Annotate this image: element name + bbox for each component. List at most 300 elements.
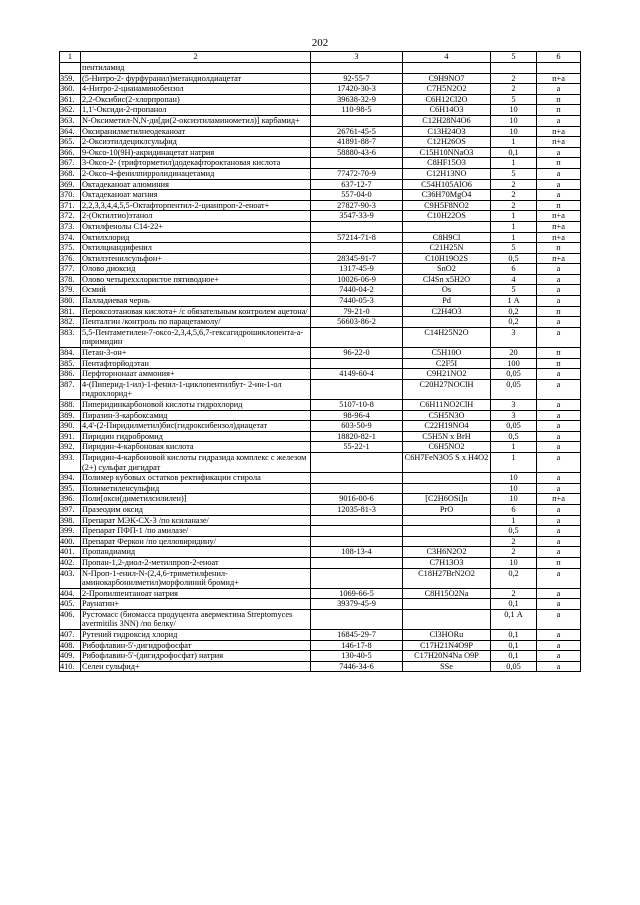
mac-value: 10 xyxy=(491,483,537,494)
table-row xyxy=(60,94,581,105)
cas-number: 7440-05-3 xyxy=(311,296,403,307)
mac-value: 10 xyxy=(491,494,537,505)
hazard-state: а xyxy=(537,588,581,599)
hazard-state: п+а xyxy=(537,221,581,232)
hazard-state: а xyxy=(537,379,581,399)
table-row xyxy=(60,547,581,558)
table-row xyxy=(60,168,581,179)
table-row xyxy=(60,348,581,359)
substance-name: пентиламид xyxy=(81,63,311,74)
row-number xyxy=(60,63,81,74)
substance-name: Препарат ПФП-1 /по амилазе/ xyxy=(81,526,311,537)
row-number: 394. xyxy=(60,473,81,484)
mac-value: 0,2 xyxy=(491,306,537,317)
table-row xyxy=(60,306,581,317)
formula: C3H6N2O2 xyxy=(403,547,491,558)
mac-value: 1 xyxy=(491,452,537,472)
hazard-state: а xyxy=(537,640,581,651)
column-header: 4 xyxy=(403,52,491,63)
cas-number: 557-04-0 xyxy=(311,190,403,201)
row-number: 400. xyxy=(60,536,81,547)
substance-name: Пиперидинкарбоновой кислоты гидрохлорид xyxy=(81,400,311,411)
cas-number: 17420-30-3 xyxy=(311,84,403,95)
table-row xyxy=(60,285,581,296)
table-row xyxy=(60,494,581,505)
hazard-state: а xyxy=(537,168,581,179)
table-row xyxy=(60,557,581,568)
row-number: 377. xyxy=(60,264,81,275)
substance-name: N-Оксиметил-N,N-ди[ди(2-оксиэтиламинометил)] карбамид+ xyxy=(81,115,311,126)
table-row xyxy=(60,442,581,453)
cas-number: 12035-81-3 xyxy=(311,504,403,515)
formula xyxy=(403,63,491,74)
table-row xyxy=(60,190,581,201)
table-row xyxy=(60,358,581,369)
table-row xyxy=(60,661,581,672)
formula: C9H5F8NO2 xyxy=(403,200,491,211)
hazard-state: а xyxy=(537,317,581,328)
hazard-state: а xyxy=(537,84,581,95)
row-number: 366. xyxy=(60,147,81,158)
table-header-row xyxy=(60,52,581,63)
cas-number: 4149-60-4 xyxy=(311,369,403,380)
cas-number: 26761-45-5 xyxy=(311,126,403,137)
row-number: 390. xyxy=(60,421,81,432)
substance-name: Рибофлавин-5'-дигидрофосфат xyxy=(81,640,311,651)
row-number: 396. xyxy=(60,494,81,505)
mac-value: 1 xyxy=(491,221,537,232)
mac-value: 6 xyxy=(491,504,537,515)
row-number: 360. xyxy=(60,84,81,95)
formula: C6H14O3 xyxy=(403,105,491,116)
formula: C15H10NNaO3 xyxy=(403,147,491,158)
substance-name: Пентафторйодэтан xyxy=(81,358,311,369)
cas-number xyxy=(311,609,403,629)
row-number: 380. xyxy=(60,296,81,307)
hazard-state: а xyxy=(537,599,581,610)
row-number: 404. xyxy=(60,588,81,599)
table-row xyxy=(60,243,581,254)
formula: C8H9Cl xyxy=(403,232,491,243)
table-row xyxy=(60,274,581,285)
mac-value: 5 xyxy=(491,243,537,254)
substance-name: Празеодим оксид xyxy=(81,504,311,515)
formula: C6H7FeN3O5 S x H4O2 xyxy=(403,452,491,472)
hazard-state: а xyxy=(537,526,581,537)
row-number: 363. xyxy=(60,115,81,126)
row-number: 388. xyxy=(60,400,81,411)
substance-name: 2,2-Оксибис(2-хлорпропан) xyxy=(81,94,311,105)
cas-number xyxy=(311,515,403,526)
row-number: 399. xyxy=(60,526,81,537)
row-number: 391. xyxy=(60,431,81,442)
hazard-state: п+а xyxy=(537,211,581,222)
hazard-state: а xyxy=(537,547,581,558)
mac-value: 1 xyxy=(491,515,537,526)
table-row xyxy=(60,327,581,347)
mac-value: 6 xyxy=(491,264,537,275)
table-row xyxy=(60,105,581,116)
row-number: 410. xyxy=(60,661,81,672)
table-row xyxy=(60,179,581,190)
formula: C7H5N2O2 xyxy=(403,84,491,95)
table-row xyxy=(60,253,581,264)
formula: C5H5N3O xyxy=(403,410,491,421)
cas-number xyxy=(311,536,403,547)
mac-value: 2 xyxy=(491,547,537,558)
cas-number xyxy=(311,158,403,169)
substance-name: 2-Оксо-4-фенилпирролидинацетамид xyxy=(81,168,311,179)
cas-number: 1069-66-5 xyxy=(311,588,403,599)
mac-value: 0,1 xyxy=(491,630,537,641)
cas-number xyxy=(311,452,403,472)
hazard-state: а xyxy=(537,568,581,588)
formula xyxy=(403,473,491,484)
row-number: 392. xyxy=(60,442,81,453)
substance-name: Полимер кубовых остатков ректификации стирола xyxy=(81,473,311,484)
hazard-state: а xyxy=(537,431,581,442)
cas-number: 10026-06-9 xyxy=(311,274,403,285)
hazard-state: п xyxy=(537,348,581,359)
formula: Pd xyxy=(403,296,491,307)
table-row xyxy=(60,431,581,442)
mac-value: 0,1 xyxy=(491,651,537,662)
row-number: 384. xyxy=(60,348,81,359)
table-row xyxy=(60,640,581,651)
substance-name: 4,4'-(2-Пиридилметил)бис(гидроксибензол)диацетат xyxy=(81,421,311,432)
row-number: 405. xyxy=(60,599,81,610)
hazard-state: а xyxy=(537,483,581,494)
cas-number xyxy=(311,379,403,399)
hazard-state: п+а xyxy=(537,494,581,505)
mac-value: 0,1 xyxy=(491,599,537,610)
hazard-state xyxy=(537,63,581,74)
substance-name: Пиразин-3-карбоксамид xyxy=(81,410,311,421)
row-number: 368. xyxy=(60,168,81,179)
substance-name: 3-Оксо-2- (трифторметил)додекафтороктановая кислота xyxy=(81,158,311,169)
cas-number: 637-12-7 xyxy=(311,179,403,190)
table-body xyxy=(60,63,581,672)
cas-number: 57214-71-8 xyxy=(311,232,403,243)
hazard-state: а xyxy=(537,410,581,421)
hazard-state: а xyxy=(537,421,581,432)
cas-number: 110-98-5 xyxy=(311,105,403,116)
mac-value: 10 xyxy=(491,557,537,568)
hazard-state: п xyxy=(537,200,581,211)
formula: SnO2 xyxy=(403,264,491,275)
formula: C12H13NO xyxy=(403,168,491,179)
table-row xyxy=(60,379,581,399)
table-row xyxy=(60,73,581,84)
mac-value: 0,1 xyxy=(491,147,537,158)
table-row xyxy=(60,452,581,472)
mac-value: 10 xyxy=(491,115,537,126)
mac-value: 1 А xyxy=(491,296,537,307)
hazard-state: а xyxy=(537,609,581,629)
formula: Cl4Sn x5H2O xyxy=(403,274,491,285)
hazard-state: а xyxy=(537,661,581,672)
substance-name: Пиридин-4-карбоновой кислоты гидразида комплекс с железом (2+) сульфат дигидрат xyxy=(81,452,311,472)
column-header: 5 xyxy=(491,52,537,63)
substance-name: Пиридин-4-карбоновая кислота xyxy=(81,442,311,453)
row-number: 376. xyxy=(60,253,81,264)
hazard-state: а xyxy=(537,369,581,380)
hazard-state: п+а xyxy=(537,126,581,137)
hazard-state: п xyxy=(537,94,581,105)
cas-number xyxy=(311,473,403,484)
table-row xyxy=(60,421,581,432)
table-row xyxy=(60,115,581,126)
cas-number: 7440-04-2 xyxy=(311,285,403,296)
mac-value: 0,2 xyxy=(491,568,537,588)
hazard-state: а xyxy=(537,147,581,158)
mac-value: 0,5 xyxy=(491,431,537,442)
hazard-state: п xyxy=(537,358,581,369)
mac-value: 0,05 xyxy=(491,661,537,672)
column-header: 6 xyxy=(537,52,581,63)
mac-value: 3 xyxy=(491,400,537,411)
cas-number: 108-13-4 xyxy=(311,547,403,558)
row-number: 387. xyxy=(60,379,81,399)
table-row xyxy=(60,296,581,307)
substance-name: Пиридин гидробромид xyxy=(81,431,311,442)
table-row xyxy=(60,369,581,380)
row-number: 382. xyxy=(60,317,81,328)
mac-value xyxy=(491,63,537,74)
formula: C8HF15O3 xyxy=(403,158,491,169)
formula xyxy=(403,221,491,232)
table-row xyxy=(60,536,581,547)
table-row xyxy=(60,84,581,95)
substance-name: Пропандиамид xyxy=(81,547,311,558)
cas-number: 27827-90-3 xyxy=(311,200,403,211)
substance-name: 2-Оксиэтилдециклсульфид xyxy=(81,137,311,148)
substance-name: Перфторнонаат аммония+ xyxy=(81,369,311,380)
hazard-state: а xyxy=(537,179,581,190)
table-row xyxy=(60,200,581,211)
page-number: 202 xyxy=(311,37,329,49)
substance-name: Поли[окси(диметилсилилен)] xyxy=(81,494,311,505)
substance-name: 5,5-Пентаметилен-7-оксо-2,3,4,5,6,7-гексагидрошиклопента-а-пиримидин xyxy=(81,327,311,347)
formula: C14H25N2O xyxy=(403,327,491,347)
formula: C2H4O3 xyxy=(403,306,491,317)
substance-name: 2-Пропилпентаноат натрия xyxy=(81,588,311,599)
hazard-state: а xyxy=(537,651,581,662)
cas-number xyxy=(311,358,403,369)
mac-value: 5 xyxy=(491,94,537,105)
row-number: 406. xyxy=(60,609,81,629)
hazard-state: п xyxy=(537,557,581,568)
substance-name: Полиметиленсульфид xyxy=(81,483,311,494)
formula: C21H25N xyxy=(403,243,491,254)
mac-value: 1 xyxy=(491,442,537,453)
formula: PrO xyxy=(403,504,491,515)
mac-value: 2 xyxy=(491,190,537,201)
row-number: 362. xyxy=(60,105,81,116)
cas-number xyxy=(311,327,403,347)
table-row xyxy=(60,317,581,328)
row-number: 372. xyxy=(60,211,81,222)
cas-number: 55-22-1 xyxy=(311,442,403,453)
substance-name: Препарат МЭК-СХ-3 /по ксиланазе/ xyxy=(81,515,311,526)
mac-value: 5 xyxy=(491,285,537,296)
hazard-state: а xyxy=(537,400,581,411)
row-number: 393. xyxy=(60,452,81,472)
cas-number xyxy=(311,526,403,537)
table-row xyxy=(60,599,581,610)
row-number: 378. xyxy=(60,274,81,285)
table-row xyxy=(60,264,581,275)
formula: Os xyxy=(403,285,491,296)
mac-value: 2 xyxy=(491,200,537,211)
row-number: 381. xyxy=(60,306,81,317)
row-number: 403. xyxy=(60,568,81,588)
substance-name: Осмий xyxy=(81,285,311,296)
mac-value: 0,05 xyxy=(491,369,537,380)
row-number: 374. xyxy=(60,232,81,243)
cas-number: 98-96-4 xyxy=(311,410,403,421)
mac-value: 10 xyxy=(491,105,537,116)
column-header: 2 xyxy=(81,52,311,63)
substance-name: Пенталгин /контроль по парацетамолу/ xyxy=(81,317,311,328)
formula: C36H70MgO4 xyxy=(403,190,491,201)
mac-value: 3 xyxy=(491,327,537,347)
hazard-state: а xyxy=(537,630,581,641)
substance-name: Рустомасс (биомасса продуцента авермектина Streptomyces avermitilis 3NN) /по белку/ xyxy=(81,609,311,629)
table-row xyxy=(60,147,581,158)
mac-value: 0,1 xyxy=(491,640,537,651)
hazard-state: а xyxy=(537,515,581,526)
mac-value: 5 xyxy=(491,168,537,179)
substance-name: 2-(Октилтио)этанол xyxy=(81,211,311,222)
hazard-state: а xyxy=(537,473,581,484)
cas-number: 56603-86-2 xyxy=(311,317,403,328)
cas-number: 16845-29-7 xyxy=(311,630,403,641)
row-number: 370. xyxy=(60,190,81,201)
mac-value: 4 xyxy=(491,274,537,285)
formula: C17H20N4Na O9P xyxy=(403,651,491,662)
hazard-state: а xyxy=(537,190,581,201)
cas-number: 3547-33-9 xyxy=(311,211,403,222)
mac-value: 10 xyxy=(491,126,537,137)
mac-value: 2 xyxy=(491,179,537,190)
substance-name: 2,2,3,3,4,4,5,5-Октафторпентил-2-цианпроп-2-еноат+ xyxy=(81,200,311,211)
cas-number: 146-17-8 xyxy=(311,640,403,651)
row-number: 389. xyxy=(60,410,81,421)
mac-value: 20 xyxy=(491,348,537,359)
substance-name: Рибофлавин-5'-(дигидрофосфат) натрия xyxy=(81,651,311,662)
formula: C9H9NO7 xyxy=(403,73,491,84)
formula xyxy=(403,515,491,526)
table-row xyxy=(60,211,581,222)
cas-number xyxy=(311,557,403,568)
mac-value: 0,5 xyxy=(491,253,537,264)
substance-name: Олово диоксид xyxy=(81,264,311,275)
formula: C10H22OS xyxy=(403,211,491,222)
substance-name: Палладиевая чернь xyxy=(81,296,311,307)
cas-number: 77472-70-9 xyxy=(311,168,403,179)
formula: Cl3HORu xyxy=(403,630,491,641)
cas-number: 7446-34-6 xyxy=(311,661,403,672)
mac-value: 1 xyxy=(491,137,537,148)
row-number: 369. xyxy=(60,179,81,190)
substance-name: Оксиранилметилнеодеканоат xyxy=(81,126,311,137)
formula: C20H27NOClH xyxy=(403,379,491,399)
formula: C17H21N4O9P xyxy=(403,640,491,651)
substance-name: Октилциандифенил xyxy=(81,243,311,254)
mac-value: 2 xyxy=(491,588,537,599)
substance-name: (5-Нитро-2- фурфуранил)метандиолдиацетат xyxy=(81,73,311,84)
cas-number: 41891-88-7 xyxy=(311,137,403,148)
table-row xyxy=(60,504,581,515)
table-row xyxy=(60,232,581,243)
row-number: 398. xyxy=(60,515,81,526)
formula xyxy=(403,526,491,537)
mac-value: 1 xyxy=(491,158,537,169)
hazard-state: п+а xyxy=(537,232,581,243)
formula: [C2H6OSi]n xyxy=(403,494,491,505)
mac-value: 2 xyxy=(491,84,537,95)
mac-value: 100 xyxy=(491,358,537,369)
formula xyxy=(403,609,491,629)
table-row xyxy=(60,400,581,411)
formula xyxy=(403,536,491,547)
formula: C10H19O2S xyxy=(403,253,491,264)
row-number: 367. xyxy=(60,158,81,169)
cas-number: 9016-00-6 xyxy=(311,494,403,505)
formula: C2F5I xyxy=(403,358,491,369)
formula: C6H11NO2ClH xyxy=(403,400,491,411)
row-number: 373. xyxy=(60,221,81,232)
cas-number: 18820-82-1 xyxy=(311,431,403,442)
formula xyxy=(403,599,491,610)
hazard-state: а xyxy=(537,452,581,472)
substance-name: 4-Нитро-2-цианаминобензол xyxy=(81,84,311,95)
substance-name: Пропан-1,2-диол-2-метилпроп-2-еноат xyxy=(81,557,311,568)
row-number: 385. xyxy=(60,358,81,369)
mac-value: 0,2 xyxy=(491,317,537,328)
substance-name: Пероксоэтановая кислота+ /с обязательным контролем ацетона/ xyxy=(81,306,311,317)
cas-number: 96-22-0 xyxy=(311,348,403,359)
mac-value: 2 xyxy=(491,73,537,84)
mac-value: 0,05 xyxy=(491,379,537,399)
cas-number: 1317-45-9 xyxy=(311,264,403,275)
substance-name: Октадеканоат магния xyxy=(81,190,311,201)
table-row xyxy=(60,410,581,421)
formula: C7H13O3 xyxy=(403,557,491,568)
row-number: 365. xyxy=(60,137,81,148)
cas-number: 92-55-7 xyxy=(311,73,403,84)
row-number: 371. xyxy=(60,200,81,211)
hazard-state: а xyxy=(537,442,581,453)
hazard-state: п xyxy=(537,306,581,317)
formula xyxy=(403,483,491,494)
table-row xyxy=(60,515,581,526)
row-number: 386. xyxy=(60,369,81,380)
row-number: 375. xyxy=(60,243,81,254)
row-number: 407. xyxy=(60,630,81,641)
substance-name: Октилфенолы С14-22+ xyxy=(81,221,311,232)
substance-name: Селен сульфид+ xyxy=(81,661,311,672)
substance-name: Петан-3-он+ xyxy=(81,348,311,359)
formula: C9H21NO2 xyxy=(403,369,491,380)
substance-name: Октилхлорид xyxy=(81,232,311,243)
mac-value: 1 xyxy=(491,211,537,222)
mac-value: 10 xyxy=(491,473,537,484)
mac-value: 0,5 xyxy=(491,526,537,537)
row-number: 383. xyxy=(60,327,81,347)
table-row xyxy=(60,526,581,537)
